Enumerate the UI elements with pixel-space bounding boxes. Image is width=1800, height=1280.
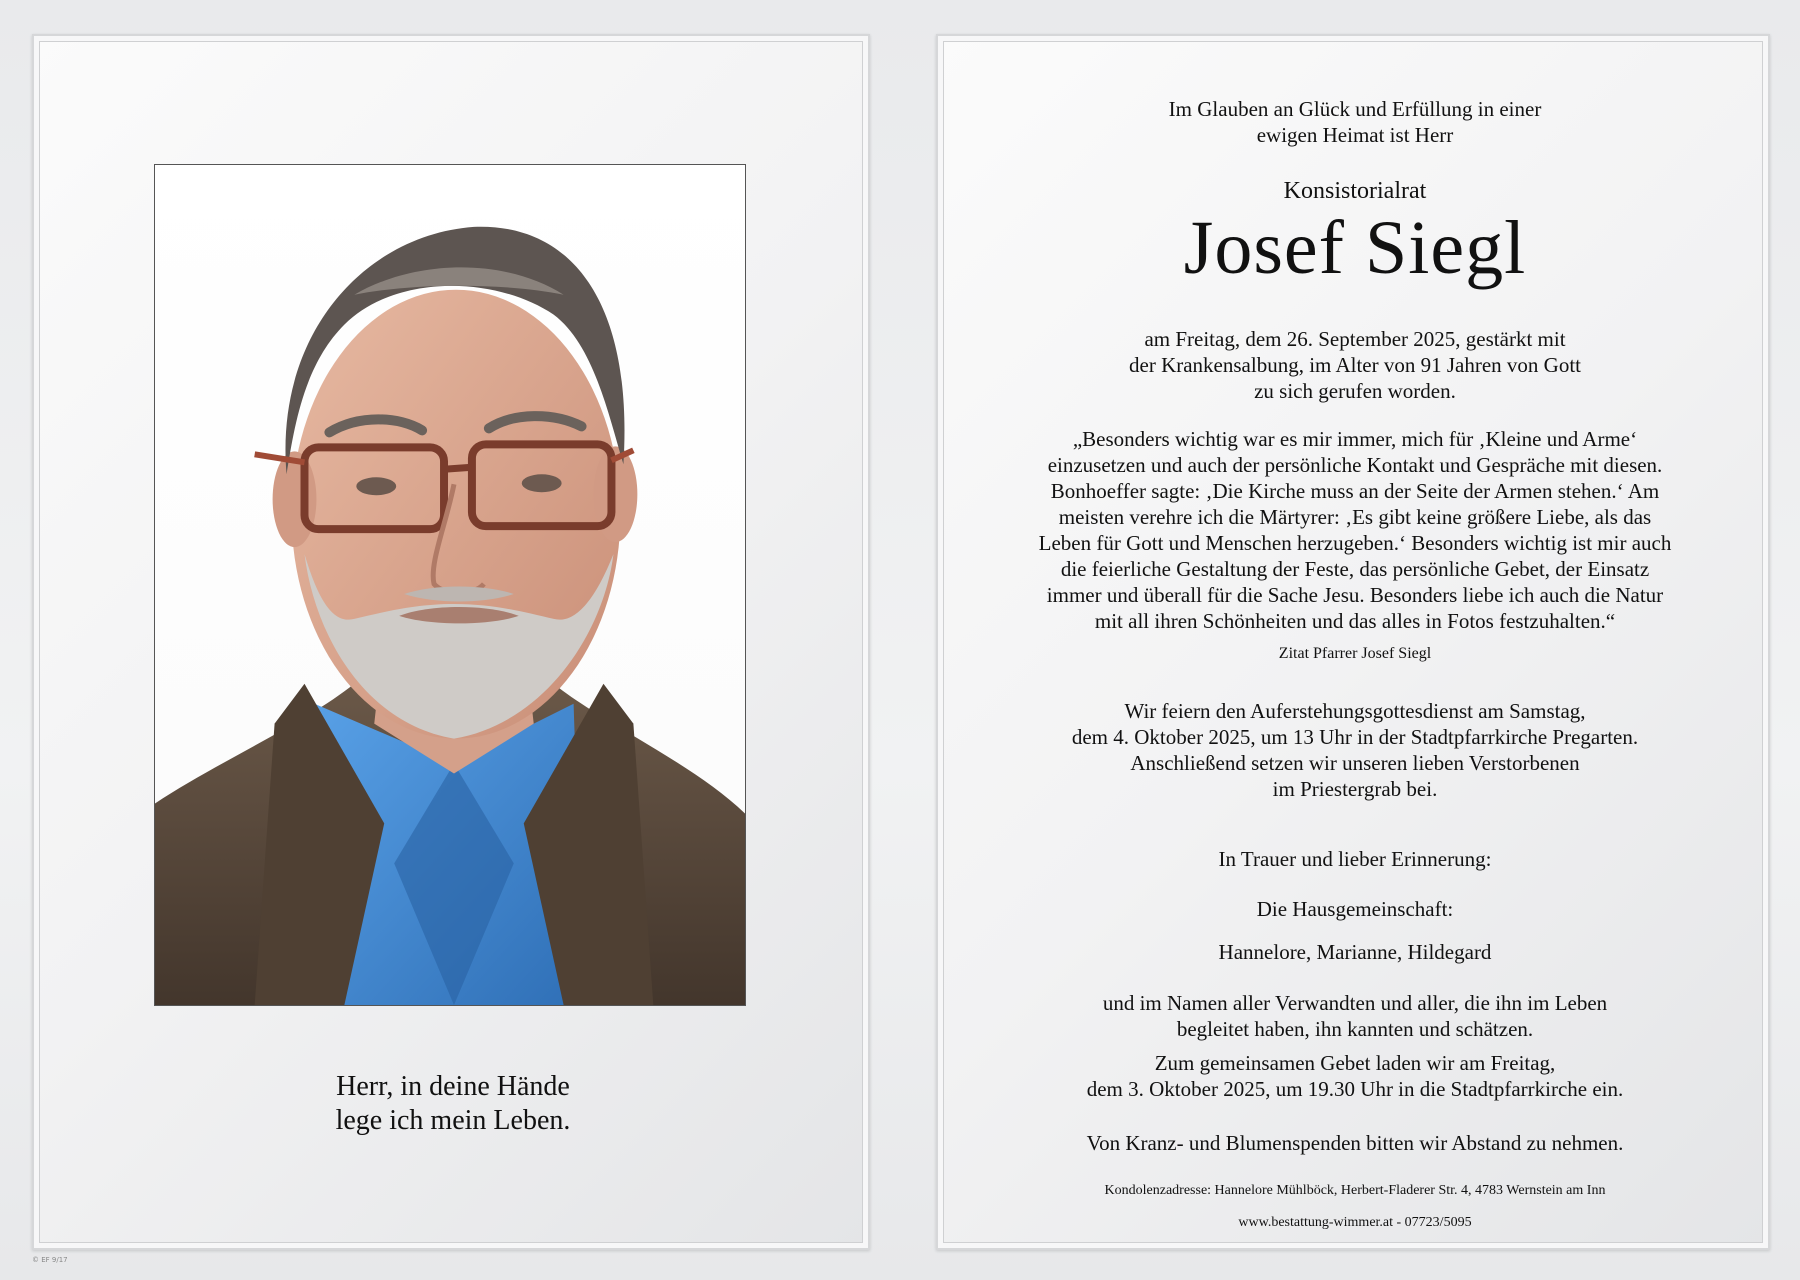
quote-line: immer und überall für die Sache Jesu. Besonders liebe ich auch die Natur <box>1046 583 1664 607</box>
service-line: Anschließend setzen wir unseren lieben Verstorbenen <box>1130 751 1580 775</box>
quote-line: meisten verehre ich die Märtyrer: ‚Es gibt keine größere Liebe, als das <box>1058 505 1652 529</box>
condolence-address: Kondolenzadresse: Hannelore Mühlböck, Herbert-Fladerer Str. 4, 4783 Wernstein am Inn <box>1104 1183 1606 1198</box>
deceased-name: Josef Siegl <box>1183 206 1527 290</box>
quote-line: mit all ihren Schönheiten und das alles in Fotos festzuhalten.“ <box>1094 609 1616 633</box>
prayer-line: dem 3. Oktober 2025, um 19.30 Uhr in die Stadtpfarrkirche ein. <box>1086 1077 1624 1101</box>
relatives-line: begleitet haben, ihn kannten und schätzen. <box>1176 1017 1534 1041</box>
household-label: Die Hausgemeinschaft: <box>1256 897 1454 921</box>
quote-line: Leben für Gott und Menschen herzugeben.‘ Besonders wichtig ist mir auch <box>1038 531 1672 555</box>
verse-line: Herr, in deine Hände <box>336 1071 570 1102</box>
prayer-notice <box>938 1050 1772 1102</box>
honorific-title: Konsistorialrat <box>1283 178 1427 204</box>
quote-line: die feierliche Gestaltung der Feste, das persönliche Gebet, der Einsatz <box>1060 557 1650 581</box>
intro-text <box>938 96 1772 148</box>
left-verse <box>34 1070 872 1138</box>
death-line: am Freitag, dem 26. September 2025, gestärkt mit <box>1144 327 1566 351</box>
prayer-line: Zum gemeinsamen Gebet laden wir am Freitag, <box>1154 1051 1556 1075</box>
service-line: Wir feiern den Auferstehungsgottesdienst am Samstag, <box>1124 699 1586 723</box>
portrait-photo <box>154 164 746 1006</box>
relatives-line: und im Namen aller Verwandten und aller, die ihn im Leben <box>1102 991 1608 1015</box>
death-line: der Krankensalbung, im Alter von 91 Jahren von Gott <box>1129 353 1581 377</box>
verse-line: lege ich mein Leben. <box>335 1105 571 1136</box>
service-notice <box>938 698 1772 802</box>
relatives-note <box>938 990 1772 1042</box>
quote-line: Bonhoeffer sagte: ‚Die Kirche muss an der Seite der Armen stehen.‘ Am <box>1050 479 1660 503</box>
contact-line: www.bestattung-wimmer.at - 07723/5095 <box>1238 1215 1472 1230</box>
death-line: zu sich gerufen worden. <box>1254 379 1456 403</box>
print-code: © EF 9/17 <box>32 1256 68 1264</box>
right-card-panel <box>936 34 1770 1250</box>
mourning-line: In Trauer und lieber Erinnerung: <box>1218 847 1492 871</box>
quote-line: „Besonders wichtig war es mir immer, mich für ‚Kleine und Arme‘ <box>1072 427 1638 451</box>
quote-attribution: Zitat Pfarrer Josef Siegl <box>1278 645 1432 662</box>
intro-line: Im Glauben an Glück und Erfüllung in einer <box>1168 97 1542 121</box>
quote-line: einzusetzen und auch der persönliche Kontakt und Gespräche mit diesen. <box>1047 453 1663 477</box>
service-line: dem 4. Oktober 2025, um 13 Uhr in der Stadtpfarrkirche Pregarten. <box>1071 725 1639 749</box>
service-line: im Priestergrab bei. <box>1272 777 1438 801</box>
death-notice <box>938 326 1772 404</box>
donation-note: Von Kranz- und Blumenspenden bitten wir Abstand zu nehmen. <box>1086 1131 1624 1155</box>
portrait-illustration <box>155 165 745 1005</box>
quote-block <box>938 426 1772 634</box>
intro-line: ewigen Heimat ist Herr <box>1256 123 1454 147</box>
left-card-panel <box>32 34 870 1250</box>
household-names: Hannelore, Marianne, Hildegard <box>1218 940 1492 964</box>
